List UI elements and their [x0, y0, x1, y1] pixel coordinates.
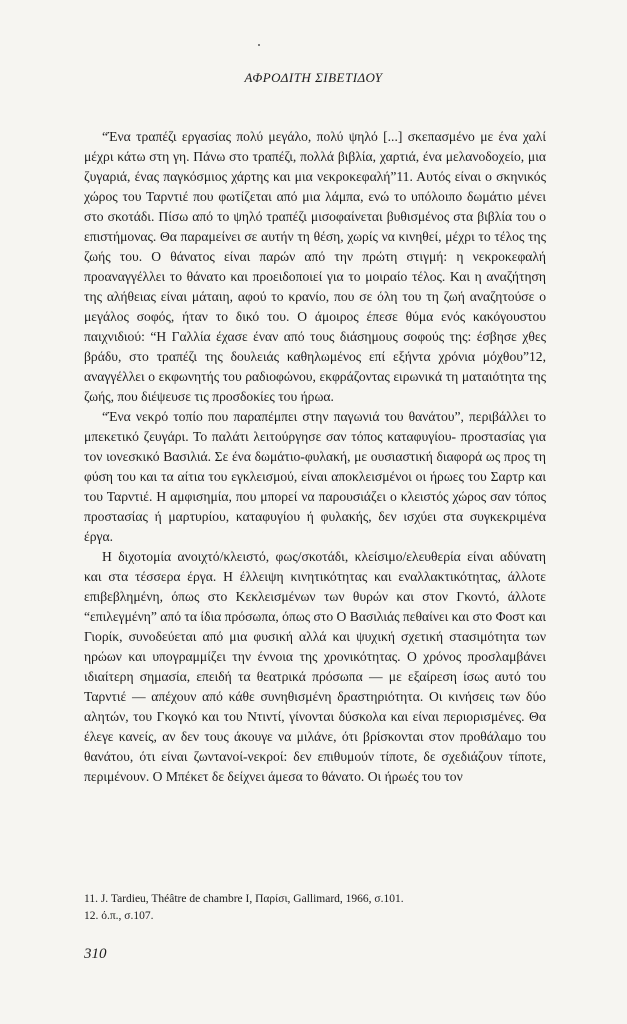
footnote-11: 11. J. Tardieu, Théâtre de chambre I, Παρίσι, Gallimard, 1966, σ.101.: [84, 893, 404, 905]
footnote-12: 12. ό.π., σ.107.: [84, 910, 154, 922]
paragraph-2: “Ένα νεκρό τοπίο που παραπέμπει στην παγωνιά του θανάτου”, περιβάλλει το μπεκετικό ζευγάρι. Το παλάτι λειτούργησε σαν τόπος καταφυγίου- προστασίας για τον ιονεσκικό Βασιλιά. Σε ένα δωμάτιο-φυλακή, με ουσιαστική διαφορά ως προς τη φύση του και τα αίτια του εγκλεισμού, είναι αποκλεισμένοι οι ήρωες του Σαρτρ και του Ταρντιέ. Η αμφισημία, που μπορεί να παρουσιάζει ο κλειστός χώρος σαν τόπος προστασίας ή μαρτυρίου, καταφυγίου ή φυλακής, δεν ισχύει στα συγκεκριμένα έργα.: [84, 409, 546, 544]
paragraph-3: Η διχοτομία ανοιχτό/κλειστό, φως/σκοτάδι, κλείσιμο/ελευθερία είναι αδύνατη και στα τέσσερα έργα. Η έλλειψη κινητικότητας και εναλλακτικότητας, άλλοτε επιβεβλημένη, όπως στο Κεκλεισμένων των θυρών και στον Γκοντό, άλλοτε “επιλεγμένη” από τα ίδια πρόσωπα, όπως στο Ο Βασιλιάς πεθαίνει και στο Φοστ και Γιορίκ, συνοδεύεται από μια φυσική αλλά και ψυχική σχετική στασιμότητα των ηρώων και υπογραμμίζει την έννοια της χρονικότητας. Ο χρόνος προσλαμβάνει ιδιαίτερη σημασία, επειδή τα θεατρικά πρόσωπα — με εξαίρεση ίσως αυτό του Ταρντιέ — απέχουν από κάθε συνηθισμένη δραστηριότητα. Οι κινήσεις των δύο αλητών, του Γκογκό και του Ντιντί, γίνονται δύσκολα και είναι περιορισμένες. Θα έλεγε κανείς, αν δεν τους άκουγε να μιλάνε, ότι βρίσκονται στον προθάλαμο του θανάτου, ότι είναι ζωντανοί-νεκροί: δεν επιθυμούν τίποτε, δε σχεδιάζουν τίποτε, περιμένουν. Ο Μπέκετ δε δείχνει άμεσα το θάνατο. Οι ήρωές του τον: [84, 549, 547, 784]
body-text: [84, 127, 546, 787]
speck-mark: [258, 44, 260, 46]
page-number: 310: [84, 946, 107, 962]
paragraph-1: “Ένα τραπέζι εργασίας πολύ μεγάλο, πολύ ψηλό [...] σκεπασμένο με ένα χαλί μέχρι κάτω στη γη. Πάνω στο τραπέζι, πολλά βιβλία, χαρτιά, ένα μελανοδοχείο, μια ζυγαριά, ένας παγκόσμιος χάρτης και μια νεκροκεφαλή”11. Αυτός είναι ο σκηνικός χώρος του Ταρντιέ που φωτίζεται από μια λάμπα, ενώ το υπόλοιπο δωμάτιο μένει στο σκοτάδι. Πίσω από το ψηλό τραπέζι μισοφαίνεται βυθισμένος στα βιβλία του ο επιστήμονας. Θα παραμείνει σε αυτήν τη θέση, χωρίς να κινηθεί, μέχρι το τέλος της ζωής του. Ο θάνατος είναι παρών από την πρώτη στιγμή: η νεκροκεφαλή προαναγγέλλει το θάνατο και προειδοποιεί για το μοιραίο τέλος. Και η αναζήτηση της αλήθειας είναι μάταιη, αφού το κρανίο, που σε όλη του τη ζωή αναζητούσε ο μεγάλος σοφός, ήταν το δικό του. Ο άμοιρος έπεσε θύμα ενός κακόγουστου παιχνιδιού: “Η Γαλλία έχασε έναν από τους διάσημους σοφούς της: έσβησε χθες βράδυ, στο τραπέζι της δουλειάς καθηλωμένος επί εξήντα χρόνια μόχθου”12, αναγγέλλει ο εκφωνητής του ραδιοφώνου, εκφράζοντας ειρωνικά τη ματαιότητα της ζωής, που διέψευσε τις προσδοκίες του ήρωα.: [84, 129, 546, 404]
running-header: ΑΦΡΟΔΙΤΗ ΣΙΒΕΤΙΔΟΥ: [244, 70, 383, 85]
footnotes: [84, 891, 554, 925]
